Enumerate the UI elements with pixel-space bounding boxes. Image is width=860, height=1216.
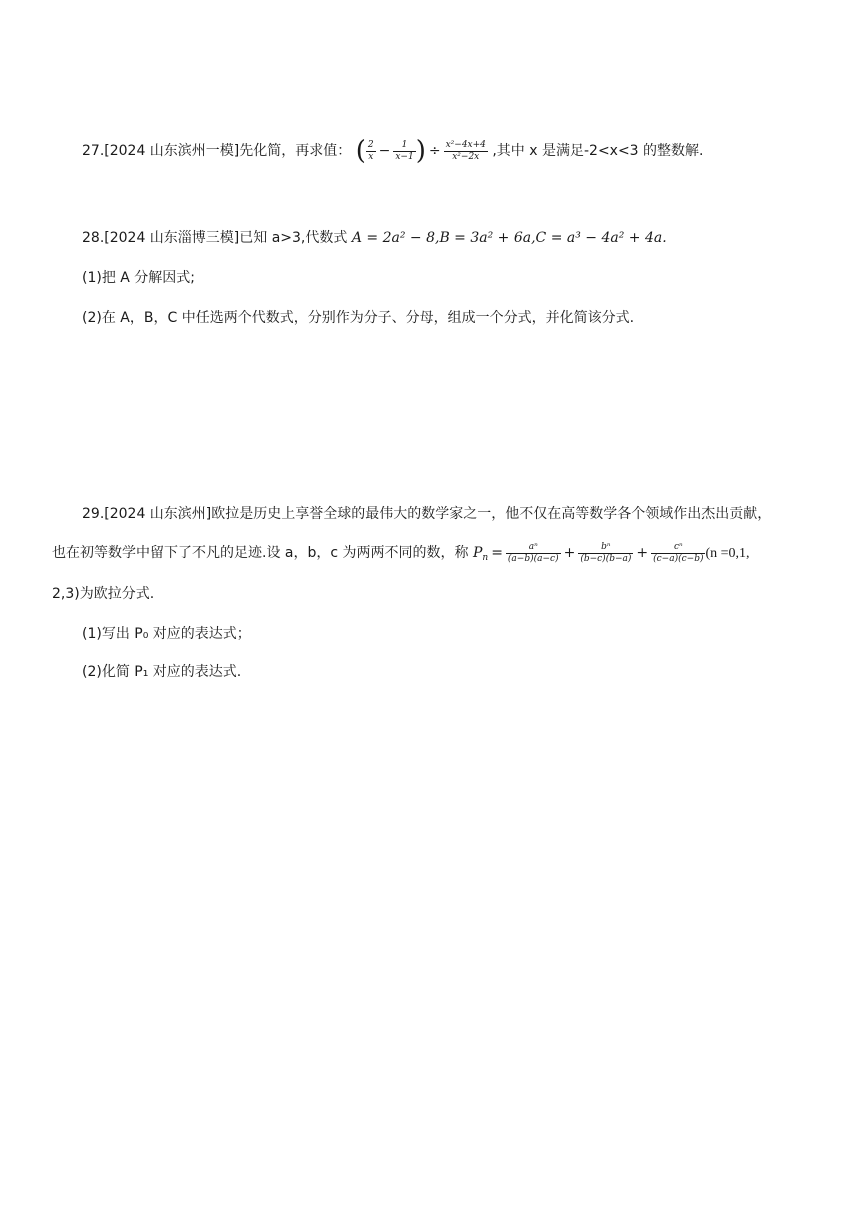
q29-part-2: (2)化简 P₁ 对应的表达式. [82, 664, 242, 680]
q27-formula: ( $\frac{2}{x}$ − $\frac{1}{x-1}$ ) ÷ $\frac{\text{x²−4x+4}}{\text{x²−2x}}$ [355, 136, 486, 166]
q27-fraction-3: $\frac{\text{x²−4x+4}}{\text{x²−2x}}$ [445, 139, 486, 162]
q28-prefix: 28.[2024 山东淄博三模]已知 a>3,代数式 [82, 230, 348, 246]
q27-fraction-1: $\frac{2}{x}$ [367, 139, 374, 162]
q29-line-3: 2,3)为欧拉分式. [52, 586, 155, 602]
q29-line-1: 29.[2024 山东滨州]欧拉是历史上享誉全球的最伟大的数学家之一，他不仅在高等数学各个领域作出杰出贡献， [82, 506, 772, 522]
q29-line-2: 也在初等数学中留下了不凡的足迹.设 a，b，c 为两两不同的数，称 $P_n$ = $\frac{\text{aⁿ}}{(a-b)(a-c)}$ + $\frac{\text{bⁿ}}{(b-c)(b-a)}$ + $\frac{\text{cⁿ}}{(c-a)(c-b)}$ (n =0,1, [52, 541, 750, 564]
q27-prefix: 27.[2024 山东滨州一模]先化简，再求值： [82, 143, 352, 159]
q29-term-1: $\frac{\text{aⁿ}}{(a-b)(a-c)}$ [507, 541, 559, 564]
q29-term-2: $\frac{\text{bⁿ}}{(b-c)(b-a)}$ [580, 541, 632, 564]
q28-part-2: (2)在 A，B，C 中任选两个代数式，分别作为分子、分母，组成一个分式，并化简该分式. [82, 310, 635, 326]
q29-line-2-suffix: (n =0,1, [705, 546, 750, 561]
question-27 [82, 136, 704, 166]
q28-part-1: (1)把 A 分解因式; [82, 270, 196, 286]
question-28 [82, 228, 667, 248]
q27-suffix: ,其中 x 是满足-2<x<3 的整数解. [492, 143, 704, 159]
q29-term-3: $\frac{\text{cⁿ}}{(c-a)(c-b)}$ [653, 541, 704, 564]
q28-expression: A = 2a² − 8,B = 3a² + 6a,C = a³ − 4a² + 4a. [351, 230, 667, 246]
q29-pn: $P_n$ [472, 545, 489, 563]
q29-line-2-prefix: 也在初等数学中留下了不凡的足迹.设 a，b，c 为两两不同的数，称 [52, 545, 469, 561]
q27-fraction-2: $\frac{1}{x-1}$ [395, 139, 414, 162]
q29-equals: = [491, 545, 503, 561]
q29-part-1: (1)写出 P₀ 对应的表达式； [82, 626, 251, 642]
